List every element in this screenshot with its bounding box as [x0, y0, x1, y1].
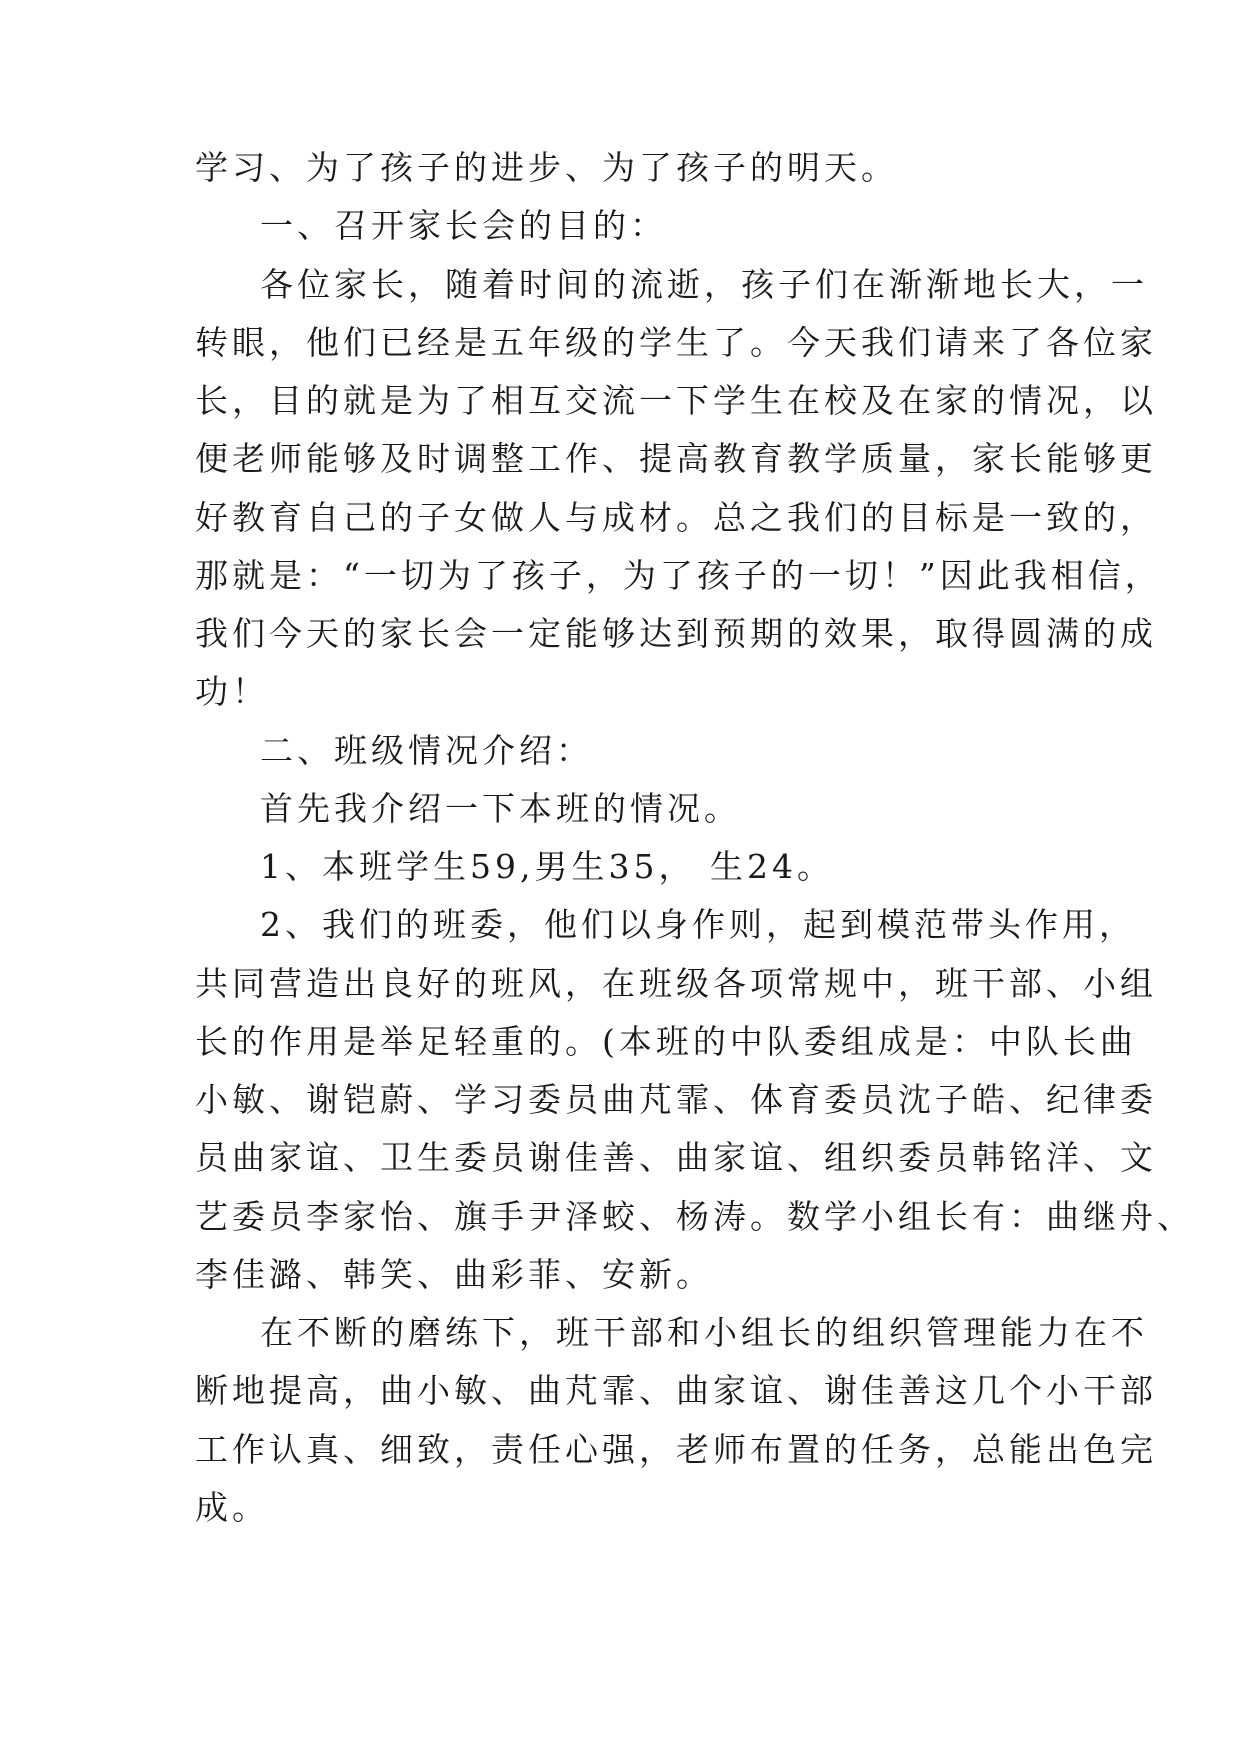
- text-line: 成。: [195, 1488, 269, 1527]
- text-line: 好教育自己的子女做人与成材。总之我们的目标是一致的，: [195, 498, 1157, 537]
- text-line: 员曲家谊、卫生委员谢佳善、曲家谊、组织委员韩铭洋、文: [195, 1138, 1157, 1177]
- text-line: 转眼，他们已经是五年级的学生了。今天我们请来了各位家: [195, 323, 1157, 362]
- section-heading: 二、班级情况介绍：: [260, 731, 593, 770]
- text-line: 长，目的就是为了相互交流一下学生在校及在家的情况，以: [195, 381, 1157, 420]
- text-line: 断地提高，曲小敏、曲芃霏、曲家谊、谢佳善这几个小干部: [195, 1371, 1157, 1410]
- text-line: 李佳潞、韩笑、曲彩菲、安新。: [195, 1255, 713, 1294]
- list-item: 2、我们的班委，他们以身作则，起到模范带头作用，: [260, 905, 1136, 944]
- text-line: 小敏、谢铠蔚、学习委员曲芃霏、体育委员沈子皓、纪律委: [195, 1080, 1157, 1119]
- text-line: 各位家长，随着时间的流逝，孩子们在渐渐地长大，一: [260, 265, 1148, 304]
- text-line: 长的作用是举足轻重的。(本班的中队委组成是：中队长曲: [195, 1022, 1137, 1061]
- text-line: 首先我介绍一下本班的情况。: [260, 789, 741, 828]
- text-line: 共同营造出良好的班风，在班级各项常规中，班干部、小组: [195, 964, 1157, 1003]
- text-line: 那就是：“一切为了孩子，为了孩子的一切！”因此我相信，: [195, 556, 1162, 595]
- list-item: 1、本班学生59,男生35， 生24。: [260, 847, 834, 886]
- text-line: 工作认真、细致，责任心强，老师布置的任务，总能出色完: [195, 1430, 1157, 1469]
- text-line: 我们今天的家长会一定能够达到预期的效果，取得圆满的成: [195, 614, 1157, 653]
- text-line: 便老师能够及时调整工作、提高教育教学质量，家长能够更: [195, 439, 1157, 478]
- section-heading: 一、召开家长会的目的：: [260, 206, 667, 245]
- text-line: 在不断的磨练下，班干部和小组长的组织管理能力在不: [260, 1313, 1148, 1352]
- text-line: 功！: [195, 672, 269, 711]
- text-line: 学习、为了孩子的进步、为了孩子的明天。: [195, 148, 898, 187]
- text-line: 艺委员李家怡、旗手尹泽蛟、杨涛。数学小组长有：曲继舟、: [195, 1197, 1194, 1236]
